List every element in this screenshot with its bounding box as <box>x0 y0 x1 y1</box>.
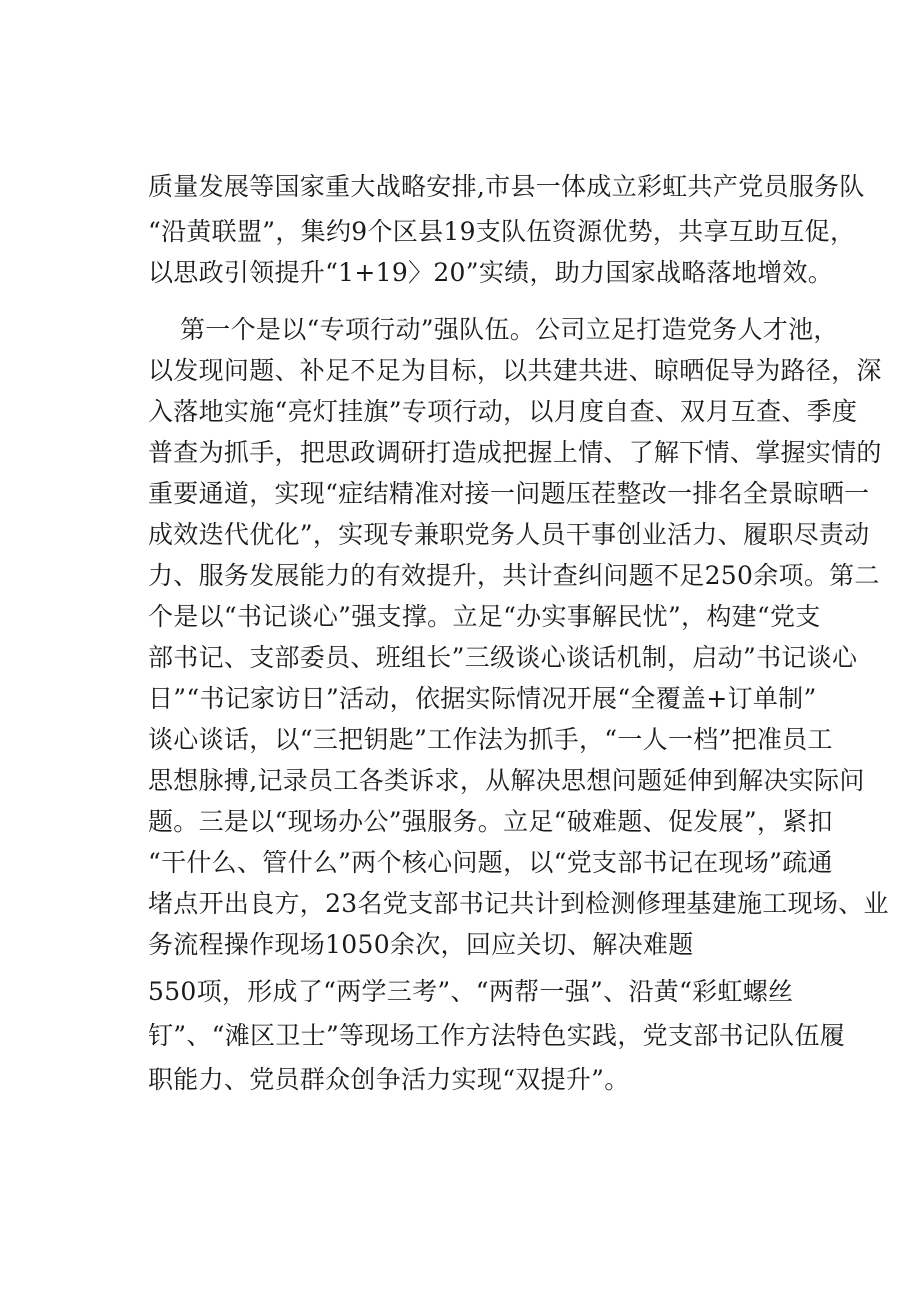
text-line: “沿黄联盟”，集约9个区县19支队伍资源优势，共享互助互促， <box>148 217 856 246</box>
text-line: 以发现问题、补足不足为目标，以共建共进、晾晒促导为路径，深 <box>148 356 882 385</box>
text-line: 思想脉搏,记录员工各类诉求，从解决思想问题延伸到解决实际问 <box>148 766 865 795</box>
text-line: 普查为抓手，把思政调研打造成把握上情、了解下情、掌握实情的 <box>148 438 882 467</box>
text-line: 职能力、党员群众创争活力实现“双提升”。 <box>148 1065 630 1094</box>
text-line: 日”“书记家访日”活动，依据实际情况开展“全覆盖+订单制” <box>148 684 817 713</box>
text-line: 550项，形成了“两学三考”、“两帮一强”、沿黄“彩虹螺丝 <box>148 977 794 1006</box>
text-line: 堵点开出良方，23名党支部书记共计到检测修理基建施工现场、业 <box>148 889 889 918</box>
text-line: 以思政引领提升“1+19〉20”实绩，助力国家战略落地增效。 <box>148 258 834 287</box>
text-line: 题。三是以“现场办公”强服务。立足“破难题、促发展”，紧扣 <box>148 807 833 836</box>
text-line: 入落地实施“亮灯挂旗”专项行动，以月度自查、双月互查、季度 <box>148 397 858 426</box>
text-line: 部书记、支部委员、班组长”三级谈心谈话机制，启动”书记谈心 <box>148 643 858 672</box>
paragraph-first-line: 第一个是以“专项行动”强队伍。公司立足打造党务人才池， <box>180 315 839 344</box>
text-line: “干什么、管什么”两个核心问题，以“党支部书记在现场”疏通 <box>148 848 833 877</box>
text-line: 谈心谈话，以“三把钥匙”工作法为抓手，“一人一档”把准员工 <box>148 725 833 754</box>
text-line: 质量发展等国家重大战略安排,市县一体成立彩虹共产党员服务队 <box>148 172 865 201</box>
text-line: 成效迭代优化”，实现专兼职党务人员干事创业活力、履职尽责动 <box>148 520 870 549</box>
text-line: 重要通道，实现“症结精准对接一问题压茬整改一排名全景晾晒一 <box>148 479 870 508</box>
text-line: 钉”、“滩区卫士”等现场工作方法特色实践，党支部书记队伍履 <box>148 1021 846 1050</box>
text-line: 个是以“书记谈心”强支撑。立足“办实事解民忧”，构建“党支 <box>148 602 821 631</box>
text-line: 务流程操作现场1050余次，回应关切、解决难题 <box>148 930 694 959</box>
text-line: 力、服务发展能力的有效提升，共计查纠问题不足250余项。第二 <box>148 561 880 590</box>
